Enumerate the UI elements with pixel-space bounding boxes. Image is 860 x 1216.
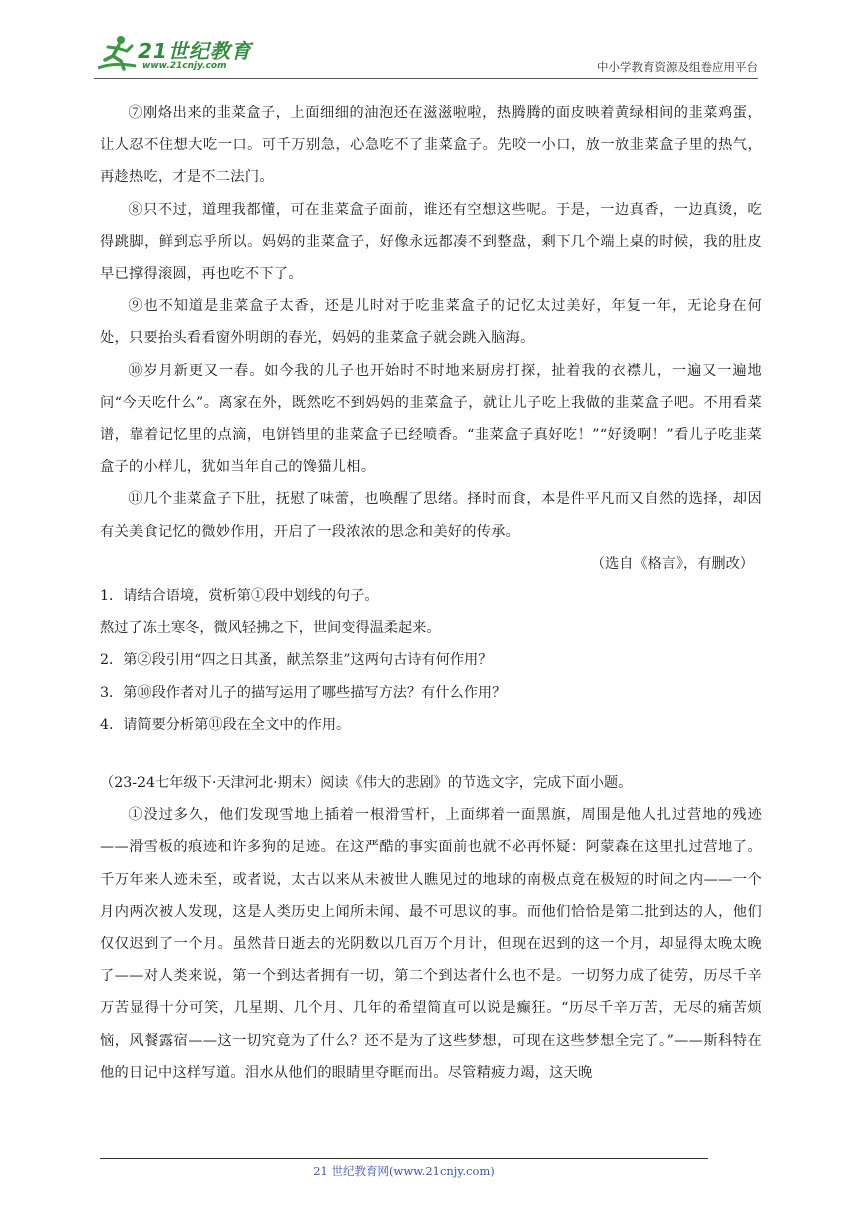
document-body <box>100 97 762 1089</box>
runner-logo-icon <box>94 32 140 76</box>
question-4: 4．请简要分析第⑪段在全文中的作用。 <box>100 716 351 733</box>
paragraph-10: ⑩岁月新更又一春。如今我的儿子也开始时不时地来厨房打探，扯着我的衣襟儿，一遍又一遍地问“今天吃什么”。离家在外，既然吃不到妈妈的韭菜盒子，就让儿子吃上我做的韭菜盒子吧。不用看菜谱，靠着记忆里的点滴，电饼铛里的韭菜盒子已经喷香。“韭菜盒子真好吃！”“好烫啊！”看儿子吃韭菜盒子的小样儿，犹如当年自己的馋猫儿相。 <box>100 362 762 476</box>
question-2: 2．第②段引用“四之日其蚤，献羔祭韭”这两句古诗有何作用？ <box>100 652 493 669</box>
platform-name: 中小学教育资源及组卷应用平台 <box>597 60 758 74</box>
paragraph-9: ⑨也不知道是韭菜盒子太香，还是儿时对于吃韭菜盒子的记忆太过美好，年复一年，无论身在何处，只要抬头看看窗外明朗的春光，妈妈的韭菜盒子就会跳入脑海。 <box>100 298 762 347</box>
page-header <box>94 30 758 79</box>
footer-divider <box>100 1158 708 1159</box>
question-3: 3．第⑩段作者对儿子的描写运用了哪些描写方法？有什么作用？ <box>100 684 507 701</box>
source-citation: （选自《格言》，有删改） <box>590 555 754 572</box>
logo <box>94 32 264 76</box>
paragraph-8: ⑧只不过，道理我都懂，可在韭菜盒子面前，谁还有空想这些呢。于是，一边真香，一边真烫，吃得跳脚，鲜到忘乎所以。妈妈的韭菜盒子，好像永远都凑不到整盘，剩下几个端上桌的时候，我的肚皮早已撑得滚圆，再也吃不下了。 <box>100 201 762 283</box>
section2-intro: （23-24七年级下·天津河北·期末）阅读《伟大的悲剧》的节选文字，完成下面小题。 <box>100 775 633 792</box>
logo-url: www.21cnjy.com <box>142 61 227 71</box>
section-gap <box>100 741 762 767</box>
paragraph-11: ⑪几个韭菜盒子下肚，抚慰了味蕾，也唤醒了思绪。择时而食，本是件平凡而又自然的选择，却因有关美食记忆的微妙作用，开启了一段浓浓的思念和美好的传承。 <box>100 491 762 540</box>
question-1: 1．请结合语境，赏析第①段中划线的句子。 <box>100 588 379 605</box>
logo-text: 21世纪教育 <box>138 39 252 63</box>
paragraph-7: ⑦刚烙出来的韭菜盒子，上面细细的油泡还在滋滋啦啦，热腾腾的面皮映着黄绿相间的韭菜鸡蛋，让人忍不住想大吃一口。可千万别急，心急吃不了韭菜盒子。先咬一小口，放一放韭菜盒子里的热气，再趁热吃，才是不二法门。 <box>100 105 762 186</box>
page-footer: 21 世纪教育网(www.21cnjy.com) <box>313 1164 495 1178</box>
question-1-sentence: 熬过了冻土寒冬，微风轻拂之下，世间变得温柔起来。 <box>100 620 441 637</box>
section2-paragraph-1: ①没过多久，他们发现雪地上插着一根滑雪杆，上面绑着一面黑旗，周围是他人扎过营地的残迹——滑雪板的痕迹和许多狗的足迹。在这严酷的事实面前也就不必再怀疑：阿蒙森在这里扎过营地了。千万年来人迹未至，或者说，太古以来从未被世人瞧见过的地球的南极点竟在极短的时间之内——一个月内两次被人发现，这是人类历史上闻所未闻、最不可思议的事。而他们恰恰是第二批到达的人，他们仅仅迟到了一个月。虽然昔日逝去的光阴数以几百万个月计，但现在迟到的这一个月，却显得太晚太晚了——对人类来说，第一个到达者拥有一切，第二个到达者什么也不是。一切努力成了徒劳，历尽千辛万苦显得十分可笑，几星期、几个月、几年的希望简直可以说是癫狂。“历尽千辛万苦，无尽的痛苦烦恼，风餐露宿——这一切究竟为了什么？还不是为了这些梦想，可现在这些梦想全完了。”——斯科特在他的日记中这样写道。泪水从他们的眼睛里夺眶而出。尽管精疲力竭，这天晚 <box>100 807 762 1081</box>
